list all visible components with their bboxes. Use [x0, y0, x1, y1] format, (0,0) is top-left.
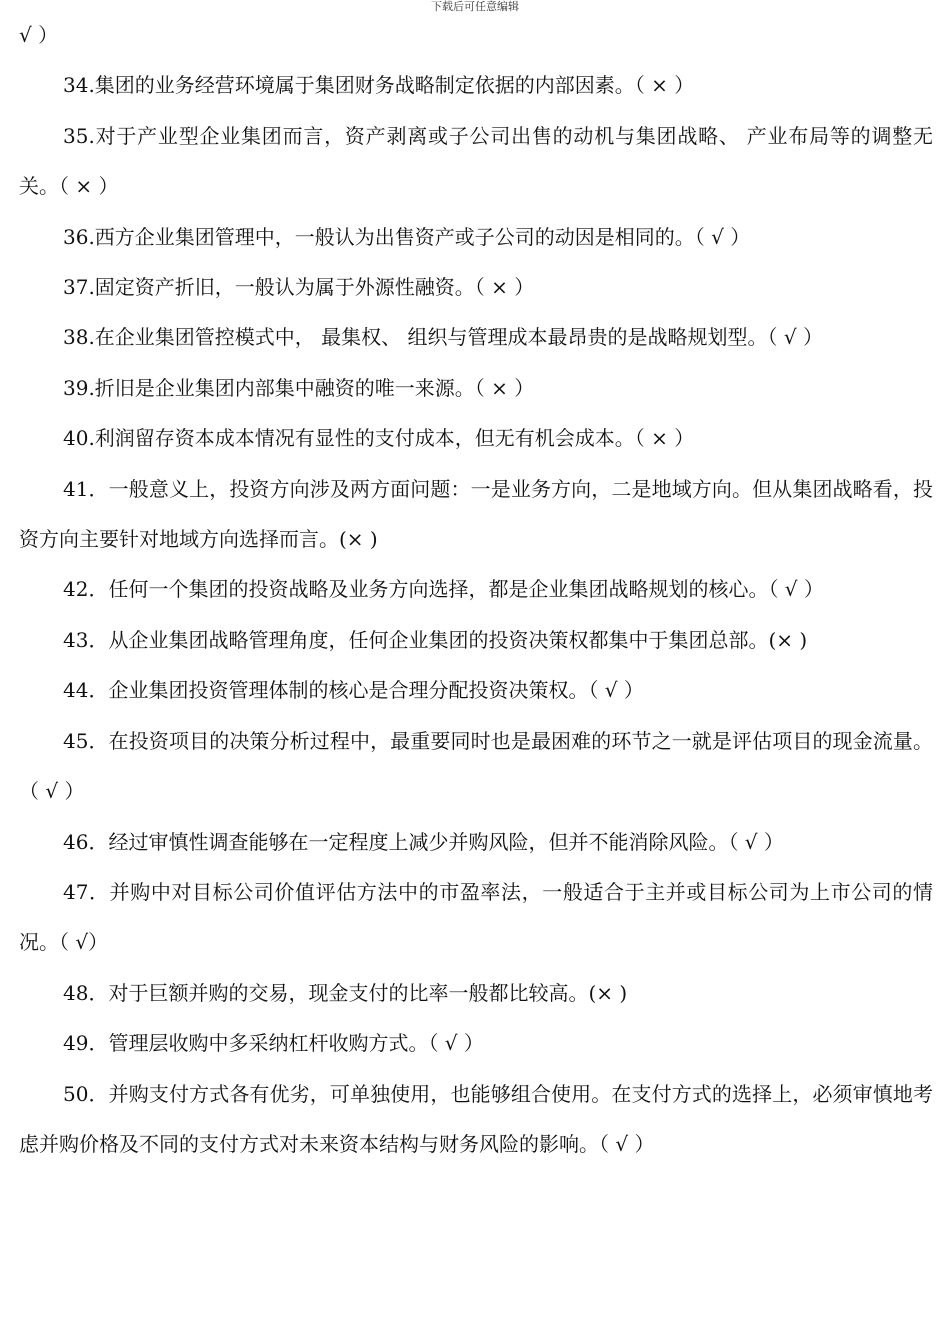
question-35: 35.对于产业型企业集团而言，资产剥离或子公司出售的动机与集团战略、 产业布局等的调整无关。（ × ） [19, 123, 933, 199]
question-45: 45．在投资项目的决策分析过程中，最重要同时也是最困难的环节之一就是评估项目的现金流量。（ √ ） [19, 728, 933, 804]
question-40: 40.利润留存资本成本情况有显性的支付成本，但无有机会成本。（ × ） [63, 426, 695, 451]
page-header: 下载后可任意编辑 [431, 0, 519, 13]
question-42: 42．任何一个集团的投资战略及业务方向选择，都是企业集团战略规划的核心。（ √ ） [63, 577, 824, 602]
question-37: 37.固定资产折旧，一般认为属于外源性融资。（ × ） [63, 275, 535, 300]
question-48: 48．对于巨额并购的交易，现金支付的比率一般都比较高。(× ) [63, 980, 628, 1005]
question-50: 50．并购支付方式各有优劣，可单独使用，也能够组合使用。在支付方式的选择上，必须审慎地考虑并购价格及不同的支付方式对未来资本结构与财务风险的影响。（ √ ） [19, 1081, 933, 1156]
question-43: 43．从企业集团战略管理角度，任何企业集团的投资决策权都集中于集团总部。(× ) [63, 627, 808, 652]
question-49: 49．管理层收购中多采纳杠杆收购方式。（ √ ） [63, 1031, 484, 1056]
question-39: 39.折旧是企业集团内部集中融资的唯一来源。（ × ） [63, 375, 535, 400]
question-continuation: √ ） [19, 23, 59, 47]
question-34: 34.集团的业务经营环境属于集团财务战略制定依据的内部因素。（ × ） [63, 73, 695, 98]
question-38: 38.在企业集团管控模式中， 最集权、 组织与管理成本最昂贵的是战略规划型。（ √ ） [63, 325, 823, 350]
document-body [19, 10, 933, 1169]
question-46: 46．经过审慎性调查能够在一定程度上减少并购风险，但并不能消除风险。（ √ ） [63, 829, 784, 854]
question-47: 47．并购中对目标公司价值评估方法中的市盈率法，一般适合于主并或目标公司为上市公司的情况。（ √） [19, 879, 933, 955]
question-41: 41．一般意义上，投资方向涉及两方面问题：一是业务方向，二是地域方向。但从集团战略看，投资方向主要针对地域方向选择而言。(× ) [19, 476, 933, 552]
question-36: 36.西方企业集团管理中，一般认为出售资产或子公司的动因是相同的。（ √ ） [63, 224, 751, 249]
question-44: 44．企业集团投资管理体制的核心是合理分配投资决策权。（ √ ） [63, 678, 644, 703]
